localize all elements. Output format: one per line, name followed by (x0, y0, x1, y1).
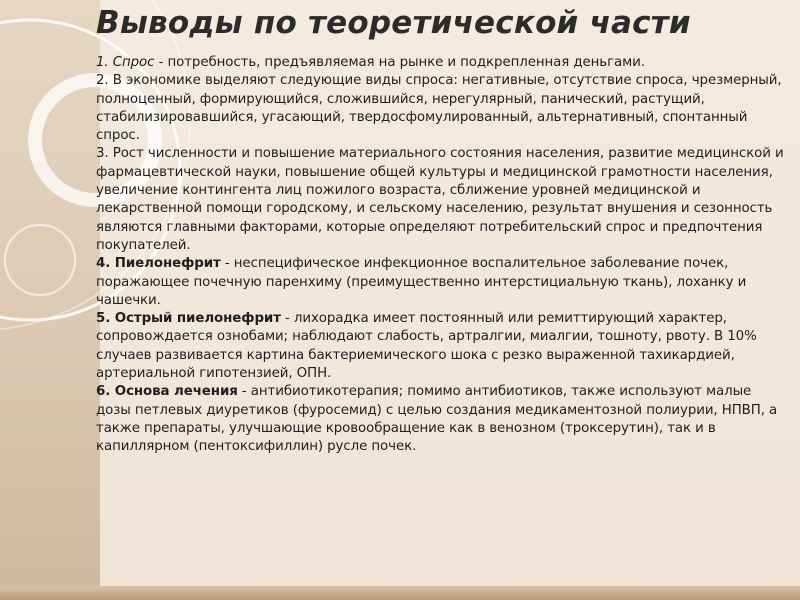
item-1-text: потребность, предъявляемая на рынке и подкрепленная деньгами. (167, 55, 645, 70)
item-6 (96, 383, 786, 456)
item-5-separator: - (280, 311, 294, 327)
item-3-number: 3. (96, 146, 109, 162)
item-5-text: лихорадка имеет постоянный или ремиттирующий характер, сопровождается ознобами; наблюдают слабость, артралгии, миалгии, тошноту, рвоту. В 10% случаев развивается картина бактериемического шока с резко выраженной тахикардией, артериальной гипотензией, ОПН. (96, 311, 757, 382)
item-2-text: В экономике выделяют следующие виды спроса: негативные, отсутствие спроса, чрезмерный, полноценный, формирующийся, сложившийся, нерегулярный, панический, растущий, стабилизировавшийся, угасающий, твердосфомулированный, альтернативный, спонтанный спрос. (96, 73, 782, 144)
item-1-number: 1. (96, 55, 109, 70)
slide-content (96, 4, 786, 584)
item-4-number: 4. (96, 256, 111, 272)
item-4 (96, 255, 786, 310)
item-5-number: 5. (96, 311, 111, 327)
item-5-term: Острый пиелонефрит (110, 311, 281, 327)
bottom-decorative-band (0, 586, 800, 600)
item-1-term: Спрос (112, 55, 155, 70)
item-2-number: 2. (96, 73, 109, 89)
item-2 (96, 72, 786, 145)
item-1-separator: - (154, 55, 168, 70)
item-4-separator: - (220, 256, 234, 272)
slide-body (96, 54, 786, 457)
item-3 (96, 145, 786, 255)
item-4-term: Пиелонефрит (110, 256, 221, 272)
item-4-text: неспецифическое инфекционное воспалительное заболевание почек, поражающее почечную паренхиму (преимущественно интерстициальную ткань), лоханку и чашечки. (96, 256, 747, 308)
slide-title: Выводы по теоретической части (96, 5, 691, 41)
item-1 (96, 54, 786, 72)
ring-small (5, 225, 75, 295)
item-5 (96, 310, 786, 383)
item-6-separator: - (237, 384, 251, 400)
item-3-text: Рост численности и повышение материального состояния населения, развитие медицинской и фармацевтической науки, повышение общей культуры и медицинской грамотности населения, увеличение контингента лиц пожилого возраста, сближение уровней медицинской и лекарственной помощи городскому, и сельскому населению, результат внушения и сезонность являются главными факторами, которые определяют потребительский спрос и предпочтения покупателей. (96, 146, 784, 253)
item-6-term: Основа лечения (110, 384, 238, 400)
item-6-text: антибиотикотерапия; помимо антибиотиков, также используют малые дозы петлевых диуретиков (фуросемид) с целью создания медикаментозной полиурии, НПВП, а также препараты, улучшающие кровообращение как в венозном (троксерутин), так и в капиллярном (пентоксифиллин) русле почек. (96, 384, 778, 455)
item-6-number: 6. (96, 384, 111, 400)
